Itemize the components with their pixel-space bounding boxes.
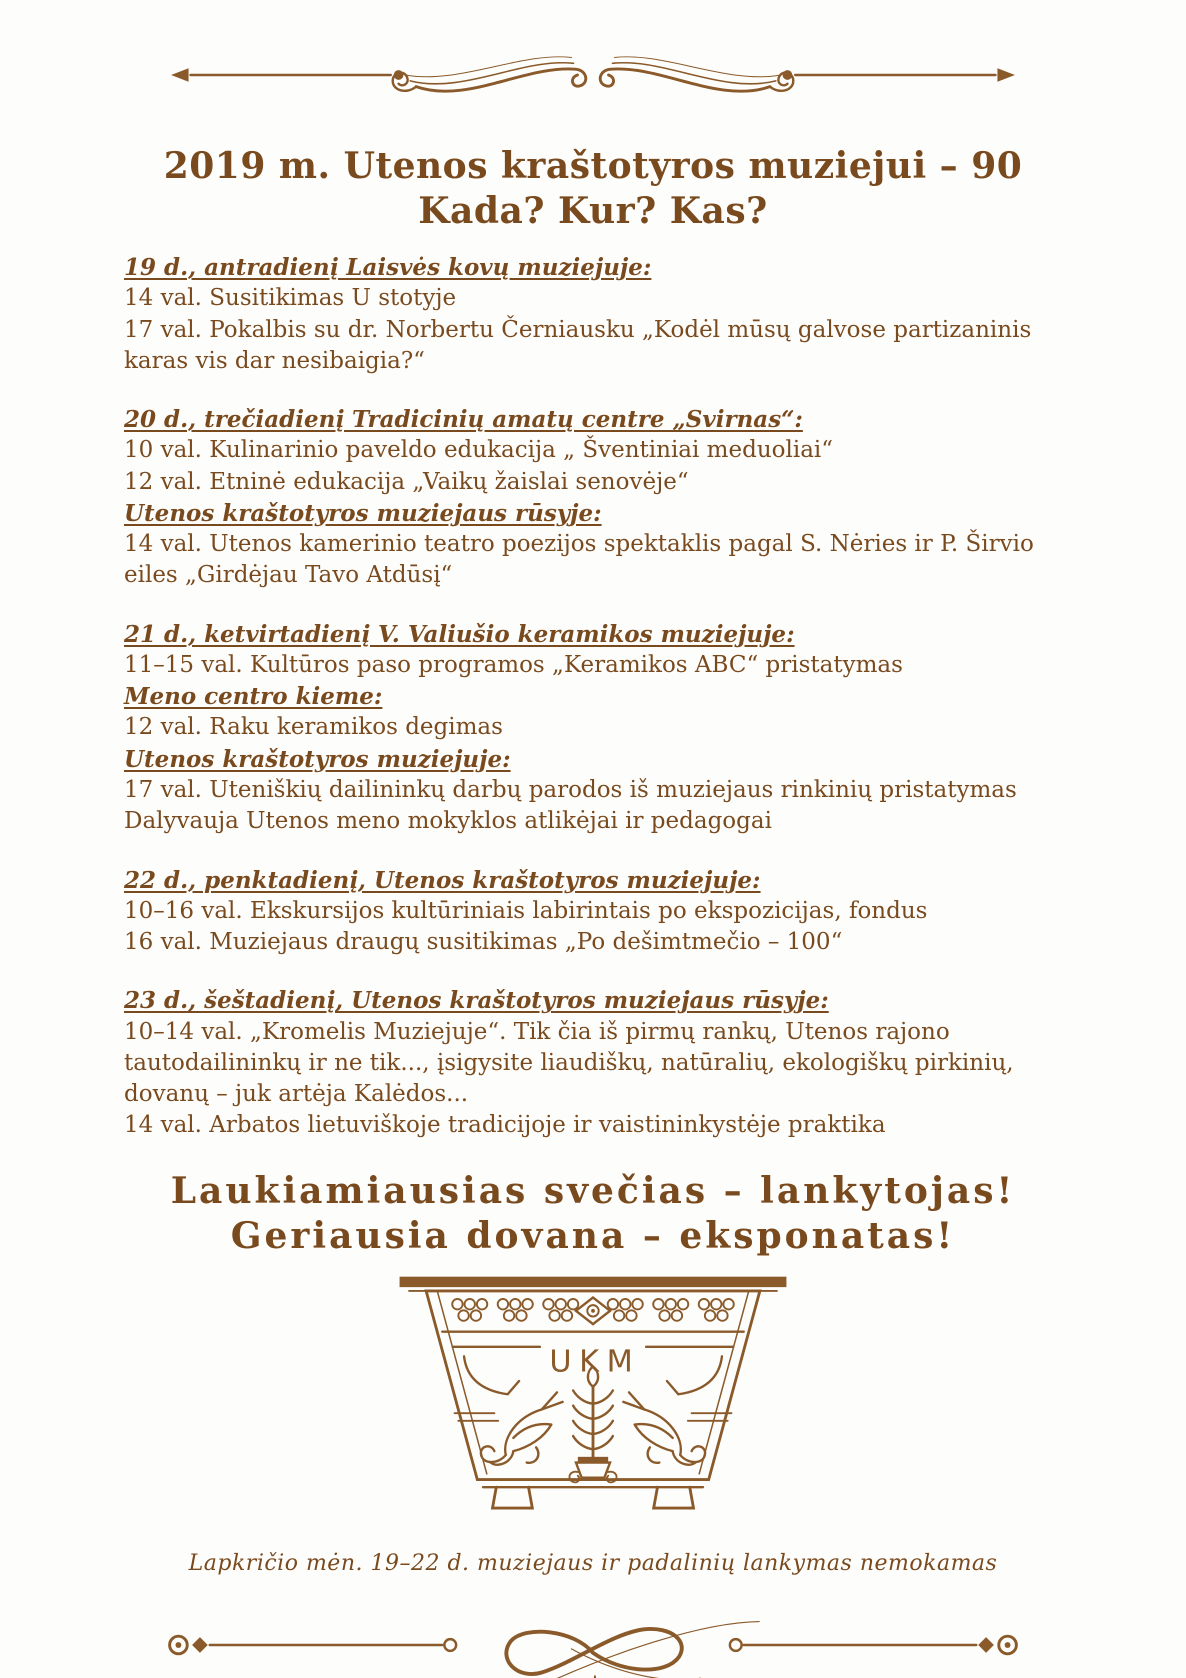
ukm-logo-text: UKM xyxy=(549,1344,641,1380)
event-schedule xyxy=(124,252,1076,1142)
event-section xyxy=(124,404,1076,592)
venue-subheading: Utenos kraštotyros muziejaus rūsyje: xyxy=(124,499,602,527)
bird-left xyxy=(481,1392,563,1464)
section-heading: 21 d., ketvirtadienį V. Valiušio keramikos muziejuje: xyxy=(124,620,795,648)
event-line: 17 val. Pokalbis su dr. Norbertu Černiausku „Kodėl mūsų galvose partizaninis karas vis dar nesibaigia?“ xyxy=(124,316,1032,374)
top-flourish-ornament xyxy=(153,40,1033,110)
section-heading: 23 d., šeštadienį, Utenos kraštotyros muziejaus rūsyje: xyxy=(124,987,829,1015)
event-line: 14 val. Susitikimas U stotyje xyxy=(124,285,457,312)
event-line: 12 val. Raku keramikos degimas xyxy=(124,714,503,741)
section-heading: 19 d., antradienį Laisvės kovų muziejuje: xyxy=(124,254,652,281)
event-section xyxy=(124,865,1076,959)
bottom-flourish-ornament xyxy=(153,1590,1033,1678)
slogan-line-1: Laukiamiausias svečias – lankytojas! xyxy=(170,1169,1016,1212)
slogan xyxy=(0,1169,1186,1259)
event-line: 10–16 val. Ekskursijos kultūriniais labirintais po ekspozicijas, fondus xyxy=(124,897,928,924)
event-line: 10–14 val. „Kromelis Muziejuje“. Tik čia iš pirmų rankų, Utenos rajono tautodailininkų ir ne tik..., įsigysite liaudiškų, natūralių, ekologiškų pirkinių, dovanų – juk artėja Kalėdos... xyxy=(124,1018,1014,1108)
section-heading: 22 d., penktadienį, Utenos kraštotyros muziejuje: xyxy=(124,866,761,894)
event-line: 14 val. Arbatos lietuviškoje tradicijoje ir vaistininkystėje praktika xyxy=(124,1112,886,1139)
event-line: 12 val. Etninė edukacija „Vaikų žaislai senovėje“ xyxy=(124,468,689,495)
venue-subheading: Utenos kraštotyros muziejuje: xyxy=(124,745,511,773)
title-line-2: Kada? Kur? Kas? xyxy=(418,190,768,232)
event-line: 16 val. Muziejaus draugų susitikimas „Po dešimtmečio – 100“ xyxy=(124,929,843,956)
event-line: 14 val. Utenos kamerinio teatro poezijos spektaklis pagal S. Nėries ir P. Širvio eiles „Girdėjau Tavo Atdūsį“ xyxy=(124,531,1034,589)
section-heading: 20 d., trečiadienį Tradicinių amatų centre „Svirnas“: xyxy=(124,406,803,434)
event-line: 10 val. Kulinarinio paveldo edukacija „ Šventiniai meduoliai“ xyxy=(124,437,834,464)
slogan-line-2: Geriausia dovana – eksponatas! xyxy=(230,1214,956,1257)
event-line: 17 val. Uteniškių dailininkų darbų parodos iš muziejaus rinkinių pristatymas xyxy=(124,776,1017,803)
title-line-1: 2019 m. Utenos kraštotyros muziejui – 90 xyxy=(163,145,1023,187)
event-section xyxy=(124,985,1076,1141)
event-line: Dalyvauja Utenos meno mokyklos atlikėjai ir pedagogai xyxy=(124,808,772,835)
event-line: 11–15 val. Kultūros paso programos „Keramikos ABC“ pristatymas xyxy=(124,651,903,678)
rosette-band xyxy=(452,1297,734,1324)
venue-subheading: Meno centro kieme: xyxy=(124,683,383,711)
event-section xyxy=(124,252,1076,377)
bird-right xyxy=(623,1392,705,1464)
ukm-chest-logo xyxy=(393,1271,793,1527)
event-section xyxy=(124,619,1076,838)
page-title xyxy=(0,144,1186,234)
free-admission-note: Lapkričio mėn. 19–22 d. muziejaus ir padalinių lankymas nemokamas xyxy=(188,1550,998,1576)
tree-of-life xyxy=(569,1366,616,1482)
